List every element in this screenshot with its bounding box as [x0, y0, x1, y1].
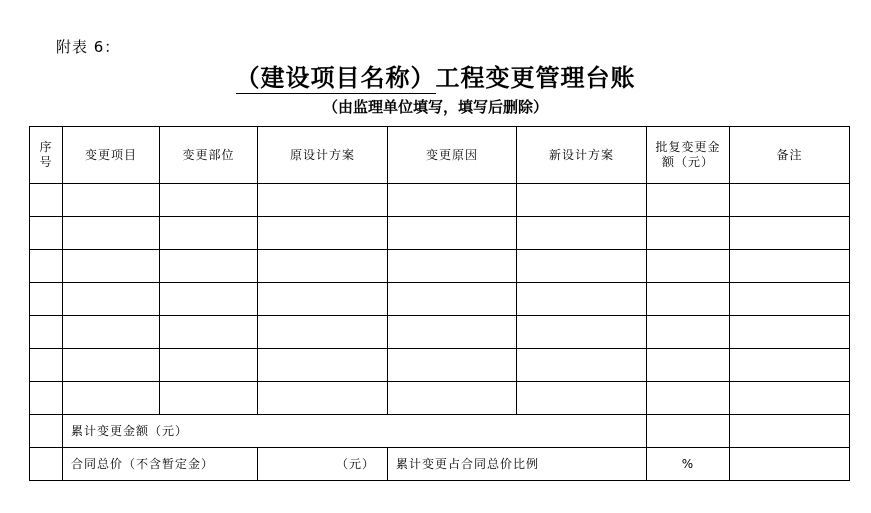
- table-cell[interactable]: [730, 382, 850, 415]
- table-cell[interactable]: [258, 217, 388, 250]
- table-cell[interactable]: [258, 349, 388, 382]
- annex-label: 附表 6：: [56, 38, 121, 56]
- table-cell[interactable]: [730, 217, 850, 250]
- table-cell[interactable]: [258, 316, 388, 349]
- table-cell[interactable]: [160, 184, 258, 217]
- project-name-placeholder: （建设项目名称）: [235, 63, 436, 92]
- table-cell[interactable]: [517, 382, 647, 415]
- table-cell[interactable]: [517, 283, 647, 316]
- change-ratio-label: 累计变更占合同总价比例: [388, 448, 647, 481]
- table-cell[interactable]: [730, 250, 850, 283]
- header-change-item: 变更项目: [63, 127, 160, 184]
- table-cell[interactable]: [517, 349, 647, 382]
- change-ratio-remark-cell[interactable]: [730, 448, 850, 481]
- cumulative-amount-value-cell[interactable]: [647, 415, 730, 448]
- table-row: [30, 382, 850, 415]
- table-cell[interactable]: [63, 217, 160, 250]
- table-cell[interactable]: [730, 283, 850, 316]
- table-row: [30, 217, 850, 250]
- table-cell[interactable]: [517, 250, 647, 283]
- table-cell[interactable]: [63, 184, 160, 217]
- table-cell[interactable]: [647, 217, 730, 250]
- table-cell[interactable]: [388, 349, 517, 382]
- table-row: [30, 283, 850, 316]
- table-cell[interactable]: [258, 382, 388, 415]
- table-cell[interactable]: [517, 316, 647, 349]
- header-seq: 序号: [30, 127, 63, 184]
- table-cell[interactable]: [160, 382, 258, 415]
- change-ledger-table: [29, 126, 850, 481]
- table-row: [30, 349, 850, 382]
- table-cell[interactable]: [647, 349, 730, 382]
- table-cell[interactable]: [63, 250, 160, 283]
- header-remarks: 备注: [730, 127, 850, 184]
- table-cell[interactable]: [647, 283, 730, 316]
- header-approved-amount: 批复变更金额（元）: [647, 127, 730, 184]
- cumulative-amount-row: [30, 415, 850, 448]
- table-cell[interactable]: [730, 184, 850, 217]
- table-cell[interactable]: [647, 382, 730, 415]
- contract-total-label: 合同总价（不含暂定金）: [63, 448, 258, 481]
- header-new-design: 新设计方案: [517, 127, 647, 184]
- table-cell[interactable]: [30, 184, 63, 217]
- table-cell[interactable]: [388, 316, 517, 349]
- header-change-location: 变更部位: [160, 127, 258, 184]
- table-cell[interactable]: [388, 217, 517, 250]
- table-cell[interactable]: [63, 316, 160, 349]
- cumulative-amount-label: 累计变更金额（元）: [63, 415, 647, 448]
- table-cell[interactable]: [730, 349, 850, 382]
- table-cell[interactable]: [730, 316, 850, 349]
- table-cell[interactable]: [258, 250, 388, 283]
- table-cell[interactable]: [258, 283, 388, 316]
- contract-total-value-cell[interactable]: （元）: [258, 448, 388, 481]
- table-cell[interactable]: [647, 316, 730, 349]
- table-header-row: [30, 127, 850, 184]
- table-cell[interactable]: [160, 349, 258, 382]
- table-cell[interactable]: [258, 184, 388, 217]
- table-cell[interactable]: [647, 184, 730, 217]
- table-cell[interactable]: [30, 349, 63, 382]
- table-cell[interactable]: [160, 217, 258, 250]
- cumulative-amount-remark-cell[interactable]: [730, 415, 850, 448]
- header-original-design: 原设计方案: [258, 127, 388, 184]
- table-row: [30, 250, 850, 283]
- table-cell[interactable]: [647, 250, 730, 283]
- table-cell[interactable]: [160, 283, 258, 316]
- table-row: [30, 316, 850, 349]
- table-cell[interactable]: [388, 184, 517, 217]
- table-cell: [30, 448, 63, 481]
- change-ratio-value-cell[interactable]: %: [647, 448, 730, 481]
- header-change-reason: 变更原因: [388, 127, 517, 184]
- table-cell[interactable]: [63, 349, 160, 382]
- table-cell[interactable]: [388, 283, 517, 316]
- table-cell[interactable]: [63, 283, 160, 316]
- contract-total-row: [30, 448, 850, 481]
- table-cell[interactable]: [30, 382, 63, 415]
- table-cell[interactable]: [388, 250, 517, 283]
- table-cell[interactable]: [30, 217, 63, 250]
- table-cell[interactable]: [30, 283, 63, 316]
- table-cell[interactable]: [30, 250, 63, 283]
- table-cell: [30, 415, 63, 448]
- table-cell[interactable]: [517, 184, 647, 217]
- title-main: 工程变更管理台账: [435, 63, 636, 92]
- table-row: [30, 184, 850, 217]
- table-cell[interactable]: [63, 382, 160, 415]
- page-subtitle: （由监理单位填写，填写后删除）: [322, 98, 548, 116]
- table-cell[interactable]: [388, 382, 517, 415]
- table-cell[interactable]: [517, 217, 647, 250]
- table-cell[interactable]: [160, 316, 258, 349]
- table-cell[interactable]: [160, 250, 258, 283]
- table-cell[interactable]: [30, 316, 63, 349]
- page-title: [0, 58, 871, 93]
